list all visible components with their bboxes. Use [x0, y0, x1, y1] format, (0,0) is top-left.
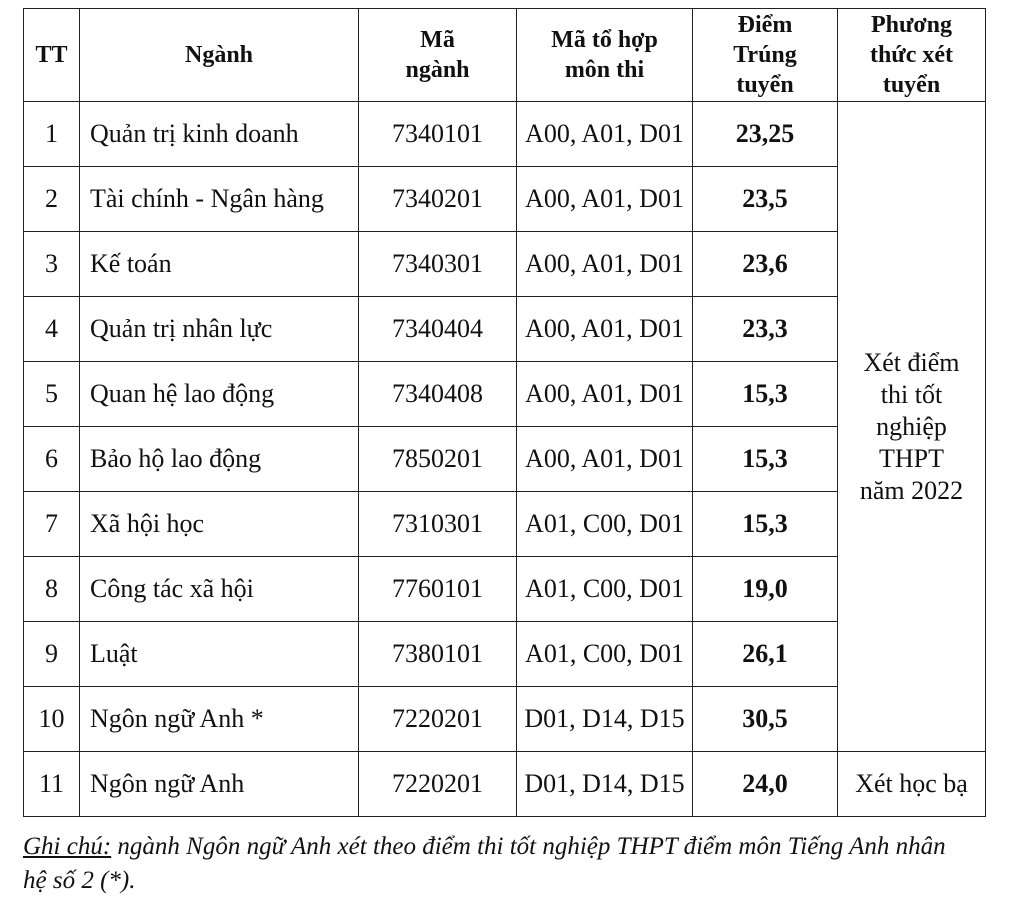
- header-tt: TT: [24, 9, 80, 102]
- cell-code: 7340408: [359, 362, 517, 427]
- table-row: [24, 102, 986, 167]
- cell-combo: A00, A01, D01: [517, 102, 693, 167]
- cell-tt: 8: [24, 557, 80, 622]
- header-admission-method: Phương thức xét tuyển: [838, 9, 986, 102]
- cell-major: Quản trị nhân lực: [80, 297, 359, 362]
- cell-code: 7340101: [359, 102, 517, 167]
- header-major: Ngành: [80, 9, 359, 102]
- footnote-label: Ghi chú:: [23, 833, 112, 860]
- cell-major: Quản trị kinh doanh: [80, 102, 359, 167]
- cell-major: Xã hội học: [80, 492, 359, 557]
- cell-combo: D01, D14, D15: [517, 687, 693, 752]
- cell-score: 15,3: [693, 427, 838, 492]
- cell-method-transcript: Xét học bạ: [838, 752, 986, 817]
- cell-tt: 6: [24, 427, 80, 492]
- cell-score: 19,0: [693, 557, 838, 622]
- cell-combo: A00, A01, D01: [517, 232, 693, 297]
- cell-tt: 11: [24, 752, 80, 817]
- cell-code: 7220201: [359, 752, 517, 817]
- footnote: [23, 830, 973, 898]
- cell-combo: A01, C00, D01: [517, 492, 693, 557]
- table-header-row: [24, 9, 986, 102]
- cell-major: Quan hệ lao động: [80, 362, 359, 427]
- cell-combo: A00, A01, D01: [517, 427, 693, 492]
- cell-combo: A01, C00, D01: [517, 557, 693, 622]
- cell-tt: 3: [24, 232, 80, 297]
- cell-score: 23,3: [693, 297, 838, 362]
- cell-combo: A00, A01, D01: [517, 362, 693, 427]
- cell-code: 7340201: [359, 167, 517, 232]
- cell-major: Ngôn ngữ Anh *: [80, 687, 359, 752]
- cell-code: 7220201: [359, 687, 517, 752]
- footnote-text: ngành Ngôn ngữ Anh xét theo điểm thi tốt nghiệp THPT điểm môn Tiếng Anh nhân hệ số 2 (*).: [23, 833, 946, 894]
- cell-combo: A00, A01, D01: [517, 167, 693, 232]
- header-subject-combo: Mã tổ hợp môn thi: [517, 9, 693, 102]
- cell-score: 23,5: [693, 167, 838, 232]
- cell-combo: D01, D14, D15: [517, 752, 693, 817]
- cell-code: 7760101: [359, 557, 517, 622]
- cell-major: Bảo hộ lao động: [80, 427, 359, 492]
- cell-major: Công tác xã hội: [80, 557, 359, 622]
- header-admission-score: Điểm Trúng tuyển: [693, 9, 838, 102]
- cell-score: 24,0: [693, 752, 838, 817]
- cell-score: 23,25: [693, 102, 838, 167]
- cell-code: 7340301: [359, 232, 517, 297]
- cell-major: Kế toán: [80, 232, 359, 297]
- admission-score-table: [23, 8, 986, 817]
- header-major-code: Mã ngành: [359, 9, 517, 102]
- cell-score: 26,1: [693, 622, 838, 687]
- cell-tt: 4: [24, 297, 80, 362]
- cell-tt: 2: [24, 167, 80, 232]
- cell-tt: 1: [24, 102, 80, 167]
- cell-combo: A00, A01, D01: [517, 297, 693, 362]
- cell-method-thpt: Xét điểm thi tốt nghiệp THPT năm 2022: [838, 102, 986, 752]
- table-row: [24, 752, 986, 817]
- cell-score: 23,6: [693, 232, 838, 297]
- cell-code: 7380101: [359, 622, 517, 687]
- cell-score: 15,3: [693, 492, 838, 557]
- cell-tt: 7: [24, 492, 80, 557]
- cell-tt: 5: [24, 362, 80, 427]
- cell-combo: A01, C00, D01: [517, 622, 693, 687]
- cell-major: Ngôn ngữ Anh: [80, 752, 359, 817]
- cell-major: Tài chính - Ngân hàng: [80, 167, 359, 232]
- cell-major: Luật: [80, 622, 359, 687]
- cell-code: 7850201: [359, 427, 517, 492]
- cell-code: 7340404: [359, 297, 517, 362]
- cell-tt: 10: [24, 687, 80, 752]
- cell-code: 7310301: [359, 492, 517, 557]
- cell-score: 30,5: [693, 687, 838, 752]
- cell-score: 15,3: [693, 362, 838, 427]
- cell-tt: 9: [24, 622, 80, 687]
